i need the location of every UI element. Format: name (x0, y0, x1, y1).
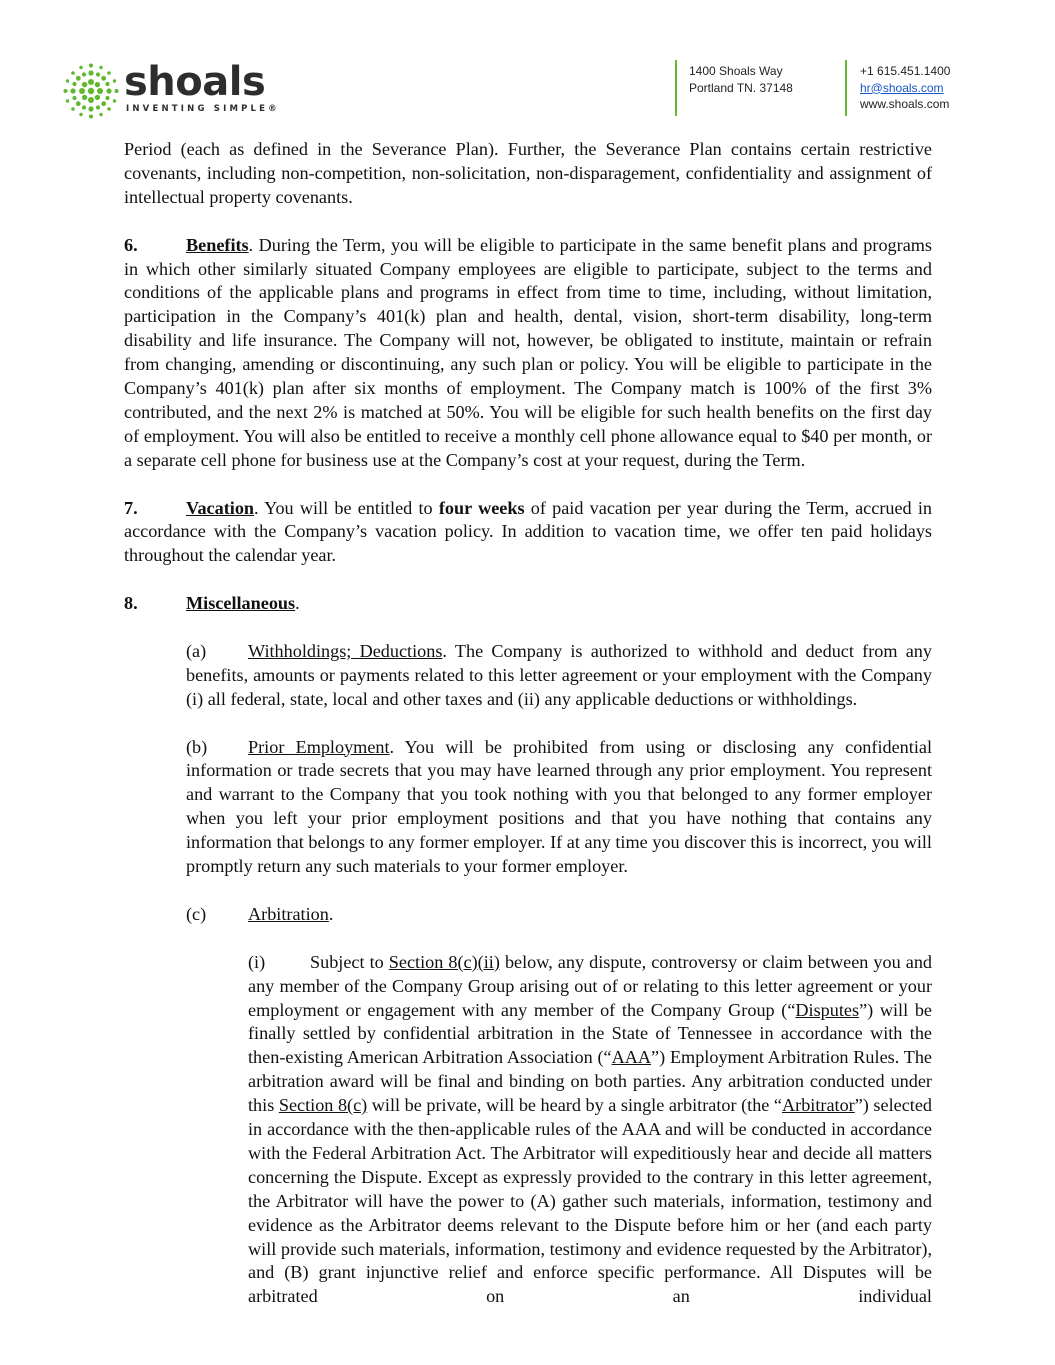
section-number: 7. (124, 497, 138, 518)
clause-text: Subject to (310, 951, 389, 972)
section-heading: Miscellaneous (186, 593, 296, 614)
subsection-heading: Withholdings; Deductions (248, 640, 443, 661)
clause-text: ”) will be finally settled by confidential arbitration in the State of Tennessee in accordance with the then-existing American Arbitration Association (“ (248, 999, 932, 1068)
section-number: 6. (124, 234, 138, 255)
section-text: . You will be entitled to (254, 497, 439, 518)
section-8-miscellaneous (124, 592, 932, 616)
sunburst-logo-icon (62, 62, 120, 120)
defined-term: Disputes (795, 999, 860, 1020)
section-heading: Vacation (186, 497, 255, 518)
phone-number: +1 615.451.1400 (860, 64, 951, 78)
brand-tagline: INVENTING SIMPLE® (126, 104, 280, 114)
subsection-label: (c) (186, 903, 207, 924)
letter-body (124, 138, 932, 1309)
defined-term: AAA (611, 1047, 652, 1068)
section-8c-arbitration (124, 903, 932, 927)
subsection-label: (a) (186, 640, 207, 661)
subsection-label: (b) (186, 736, 208, 757)
subsection-text: . You will be prohibited from using or disclosing any confidential information or trade secrets that you may have learned through any prior employment. You represent and warrant to the Company that you took nothing with you that belonged to any former employer when you left your prior employment positions and that you have nothing that contains any information that belongs to any former employer. If at any time you discover this is incorrect, you will promptly return any such materials to your former employer. (186, 736, 932, 877)
shoals-logo (62, 59, 280, 120)
email-link[interactable]: hr@shoals.com (860, 80, 944, 95)
contact-block (860, 63, 950, 113)
section-6-benefits (124, 234, 932, 473)
subsection-label: (i) (248, 951, 266, 972)
section-text: . During the Term, you will be eligible to participate in the same benefit plans and programs in which other similarly situated Company employees are eligible to participate, subject to the terms and conditions of the applicable plans and programs in effect from time to time, including, without limitation, participation in the Company’s 401(k) plan and health, dental, vision, short-term disability, long-term disability and life insurance. The Company will not, however, be obligated to institute, maintain or refrain from changing, amending or discontinuing, any such plan or policy. You will be eligible to participate in the Company’s 401(k) plan after six months of employment. The Company match is 100% of the first 3% contributed, and the next 2% is matched at 50%. You will be eligible for such health benefits on the first day of employment. You will also be entitled to receive a monthly cell phone allowance equal to $40 per month, or a separate cell phone for business use at the Company’s cost at your request, during the Term. (124, 234, 932, 470)
heading-period: . (328, 903, 334, 924)
section-8ci-arbitration-terms (124, 951, 932, 1310)
intro-text: Period (each as defined in the Severance Plan). Further, the Severance Plan contains certain restrictive covenants, including non-competition, non-solicitation, non-disparagement, confidentiality and assignment of intellectual property covenants. (124, 139, 932, 207)
section-text: of paid vacation per year during the Term, accrued in accordance with the Company’s vacation policy. In addition to vacation time, we offer ten paid holidays throughout the calendar year. (124, 497, 932, 566)
section-heading: Benefits (186, 234, 249, 255)
subsection-text: . The Company is authorized to withhold and deduct from any benefits, amounts or payments related to this letter agreement or your employment with the Company (i) all federal, state, local and other taxes and (ii) any applicable deductions or withholdings. (186, 640, 932, 709)
heading-period: . (295, 593, 300, 614)
header-divider (845, 60, 847, 116)
intro-paragraph (124, 138, 932, 210)
subsection-heading: Arbitration (248, 903, 329, 924)
section-reference: Section 8(c) (278, 1095, 368, 1116)
website: www.shoals.com (860, 97, 950, 111)
address-line-1: 1400 Shoals Way (689, 64, 783, 78)
clause-text: ”) selected in accordance with the then-applicable rules of the AAA and will be conducted in accordance with the Federal Arbitration Act. The Arbitrator will expeditiously hear and decide all matters concerning the Dispute. Except as expressly provided to the contrary in this letter agreement, the Arbitrator will have the power to (A) gather such materials, information, testimony and evidence as the Arbitrator deems relevant to the Dispute before him or her (and each party will provide such materials, information, testimony and evidence requested by the Arbitrator), and (B) grant injunctive relief and enforce specific performance. All Disputes will be arbitrated on an individual (248, 1095, 932, 1307)
address-line-2: Portland TN. 37148 (689, 80, 793, 95)
clause-text: will be private, will be heard by a single arbitrator (the “ (367, 1095, 782, 1116)
section-number: 8. (124, 593, 138, 614)
defined-term: Arbitrator (782, 1095, 855, 1116)
clause-text: ”) Employment Arbitration Rules. The arbitration award will be final and binding on both parties. Any arbitration conducted under this (248, 1047, 932, 1116)
subsection-heading: Prior Employment (248, 736, 390, 757)
section-reference: Section 8(c)(ii) (388, 951, 500, 972)
section-8a-withholdings (124, 640, 932, 712)
clause-text: below, any dispute, controversy or claim between you and any member of the Company Group arising out of or relating to this letter agreement or your employment or engagement with any member of the Company Group (“ (248, 951, 933, 1020)
brand-name: shoals (124, 59, 266, 105)
vacation-weeks: four weeks (438, 497, 525, 518)
section-8b-prior-employment (124, 736, 932, 879)
section-7-vacation (124, 497, 932, 569)
address-block (689, 63, 793, 96)
header-divider (675, 60, 677, 116)
